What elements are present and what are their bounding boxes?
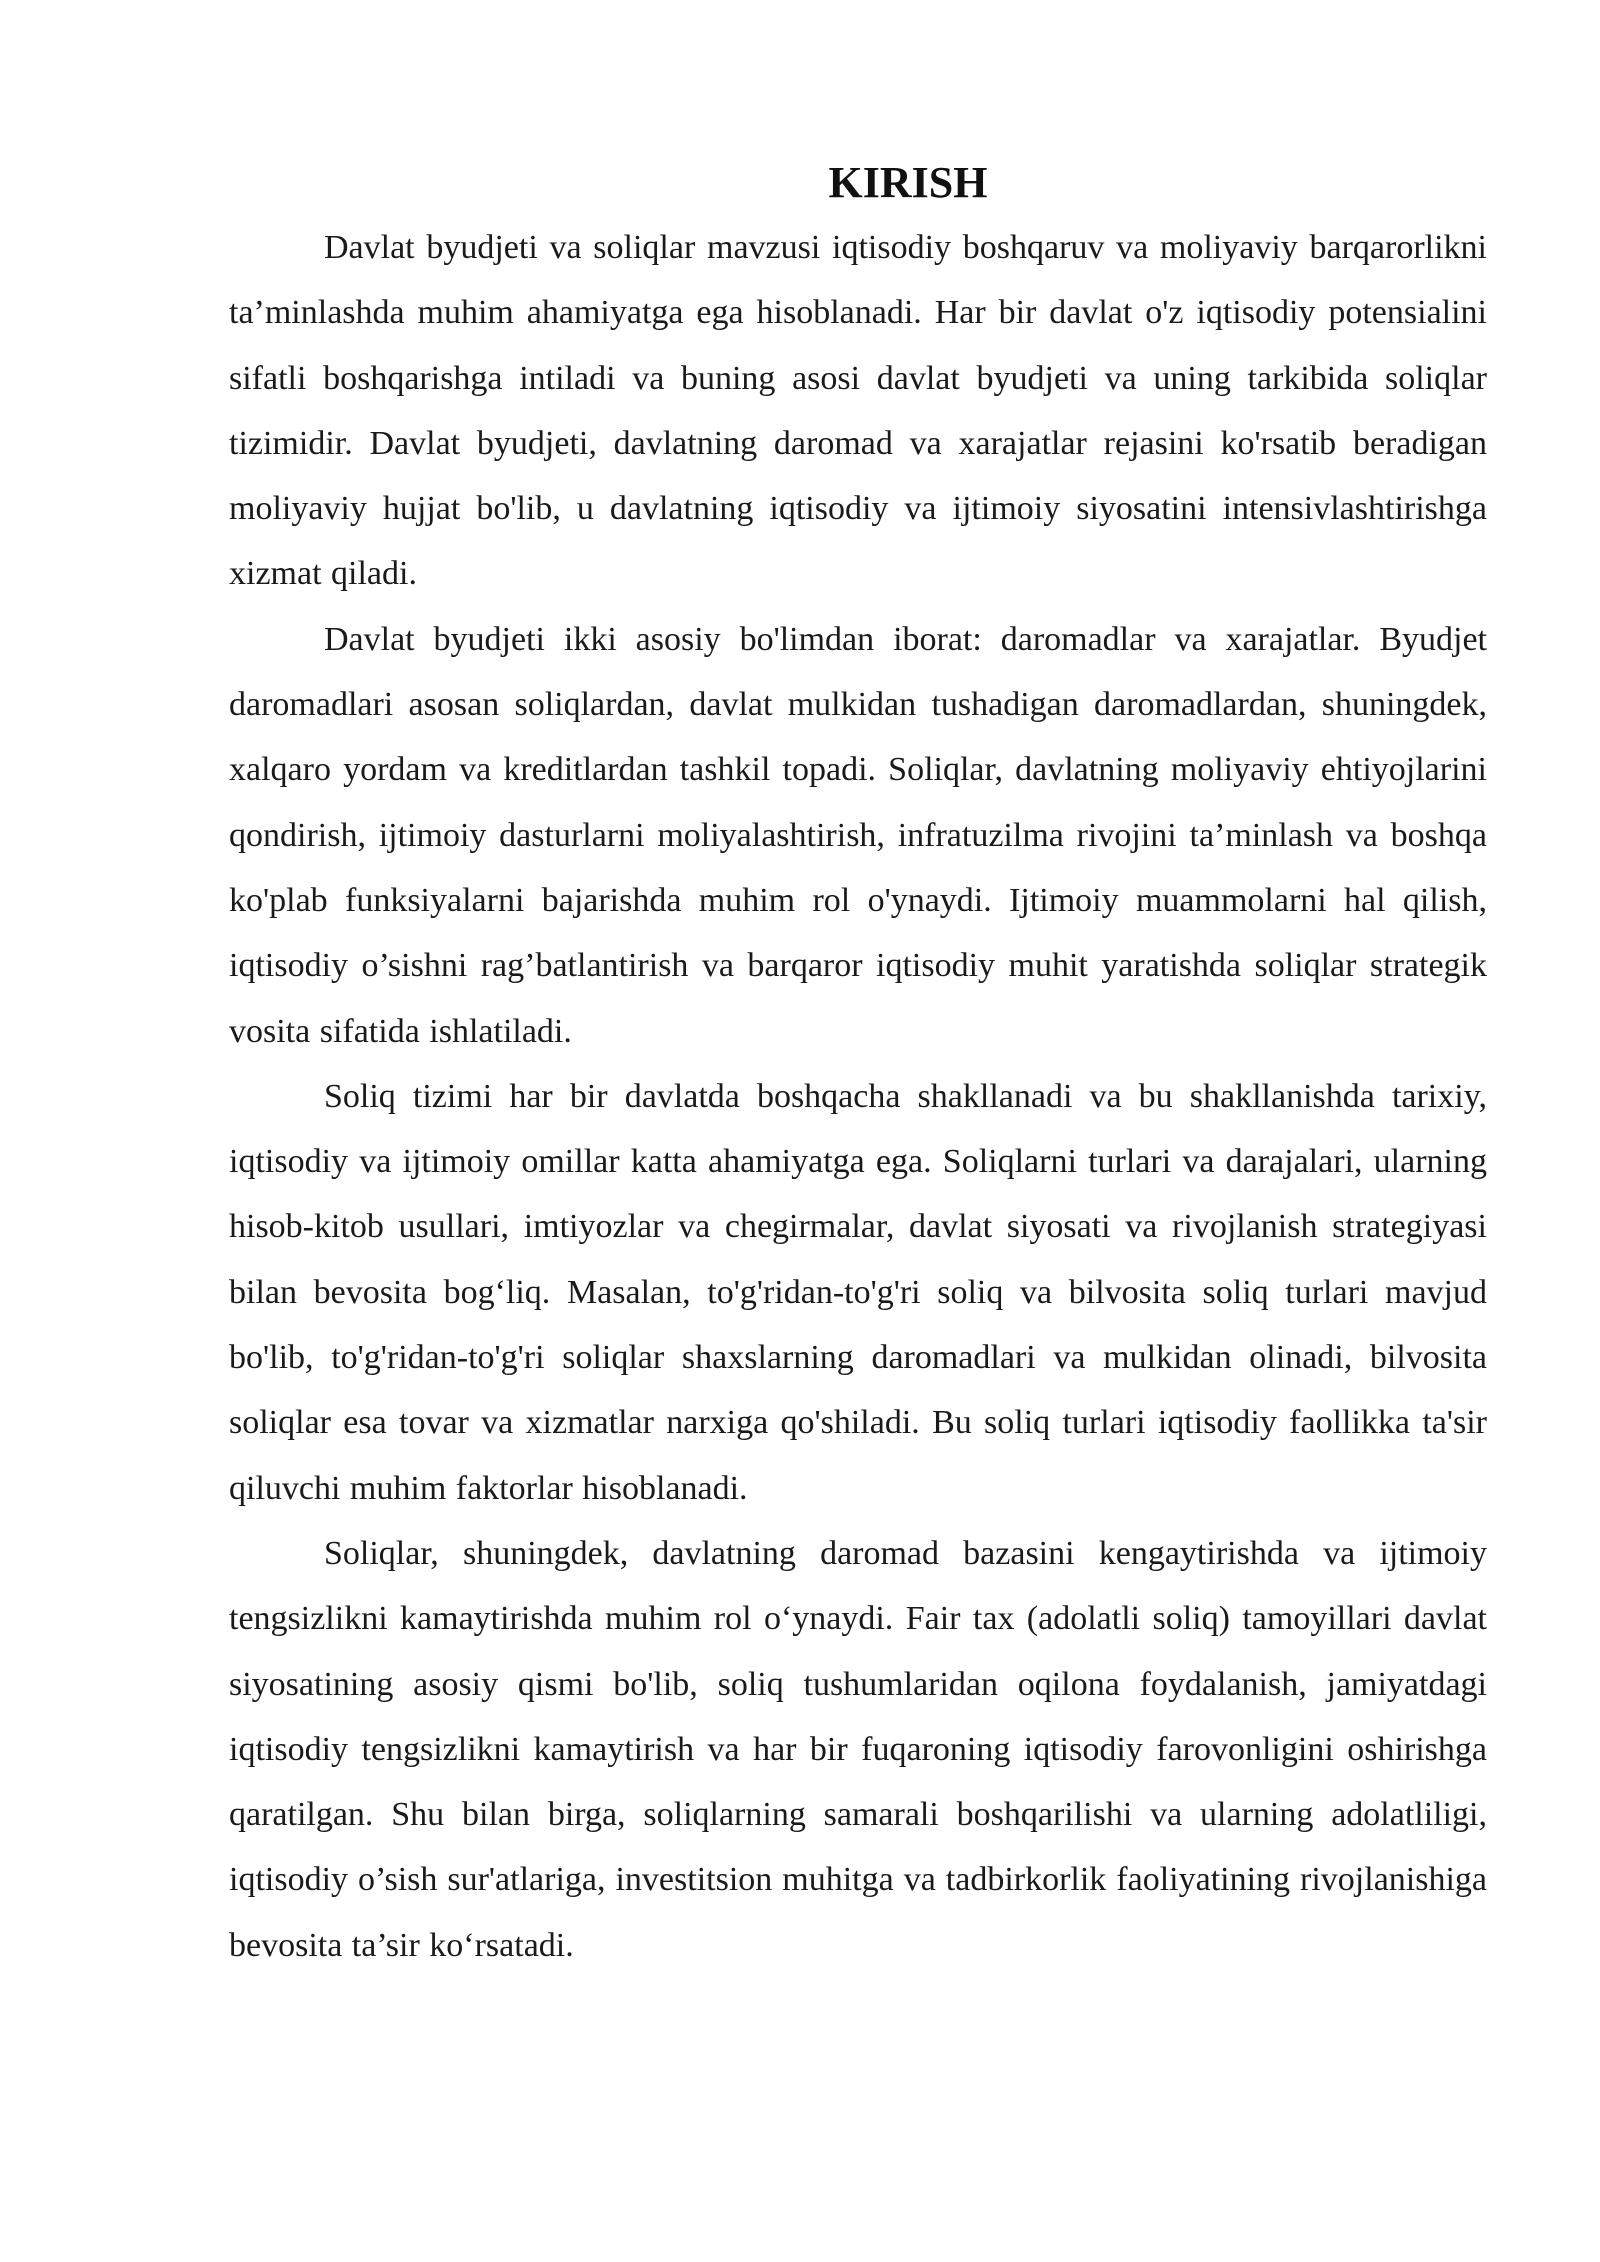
document-body xyxy=(229,150,1487,1978)
paragraph-2: Davlat byudjeti ikki asosiy bo'limdan iborat: daromadlar va xarajatlar. Byudjet daromadlari asosan soliqlardan, davlat mulkidan tushadigan daromadlardan, shuningdek, xalqaro yordam va kreditlardan tashkil topadi. Soliqlar, davlatning moliyaviy ehtiyojlarini qondirish, ijtimoiy dasturlarni moliyalashtirish, infratuzilma rivojini ta’minlash va boshqa ko'plab funksiyalarni bajarishda muhim rol o'ynaydi. Ijtimoiy muammolarni hal qilish, iqtisodiy o’sishni rag’batlantirish va barqaror iqtisodiy muhit yaratishda soliqlar strategik vosita sifatida ishlatiladi. xyxy=(229,620,1487,1050)
paragraph-3: Soliq tizimi har bir davlatda boshqacha shakllanadi va bu shakllanishda tarixiy, iqtisodiy va ijtimoiy omillar katta ahamiyatga ega. Soliqlarni turlari va darajalari, ularning hisob-kitob usullari, imtiyozlar va chegirmalar, davlat siyosati va rivojlanish strategiyasi bilan bevosita bog‘liq. Masalan, to'g'ridan-to'g'ri soliq va bilvosita soliq turlari mavjud bo'lib, to'g'ridan-to'g'ri soliqlar shaxslarning daromadlari va mulkidan olinadi, bilvosita soliqlar esa tovar va xizmatlar narxiga qo'shiladi. Bu soliq turlari iqtisodiy faollikka ta'sir qiluvchi muhim faktorlar hisoblanadi. xyxy=(229,1077,1487,1507)
paragraph-1: Davlat byudjeti va soliqlar mavzusi iqtisodiy boshqaruv va moliyaviy barqarorlikni ta’minlashda muhim ahamiyatga ega hisoblanadi. Har bir davlat o'z iqtisodiy potensialini sifatli boshqarishga intiladi va buning asosi davlat byudjeti va uning tarkibida soliqlar tizimidir. Davlat byudjeti, davlatning daromad va xarajatlar rejasini ko'rsatib beradigan moliyaviy hujjat bo'lib, u davlatning iqtisodiy va ijtimoiy siyosatini intensivlashtirishga xizmat qiladi. xyxy=(229,229,1487,593)
paragraph-4: Soliqlar, shuningdek, davlatning daromad bazasini kengaytirishda va ijtimoiy tengsizlikni kamaytirishda muhim rol o‘ynaydi. Fair tax (adolatli soliq) tamoyillari davlat siyosatining asosiy qismi bo'lib, soliq tushumlaridan oqilona foydalanish, jamiyatdagi iqtisodiy tengsizlikni kamaytirish va har bir fuqaroning iqtisodiy farovonligini oshirishga qaratilgan. Shu bilan birga, soliqlarning samarali boshqarilishi va ularning adolatliligi, iqtisodiy o’sish sur'atlariga, investitsion muhitga va tadbirkorlik faoliyatining rivojlanishiga bevosita ta’sir ko‘rsatadi. xyxy=(229,1534,1487,1964)
page-title: KIRISH xyxy=(828,158,988,207)
